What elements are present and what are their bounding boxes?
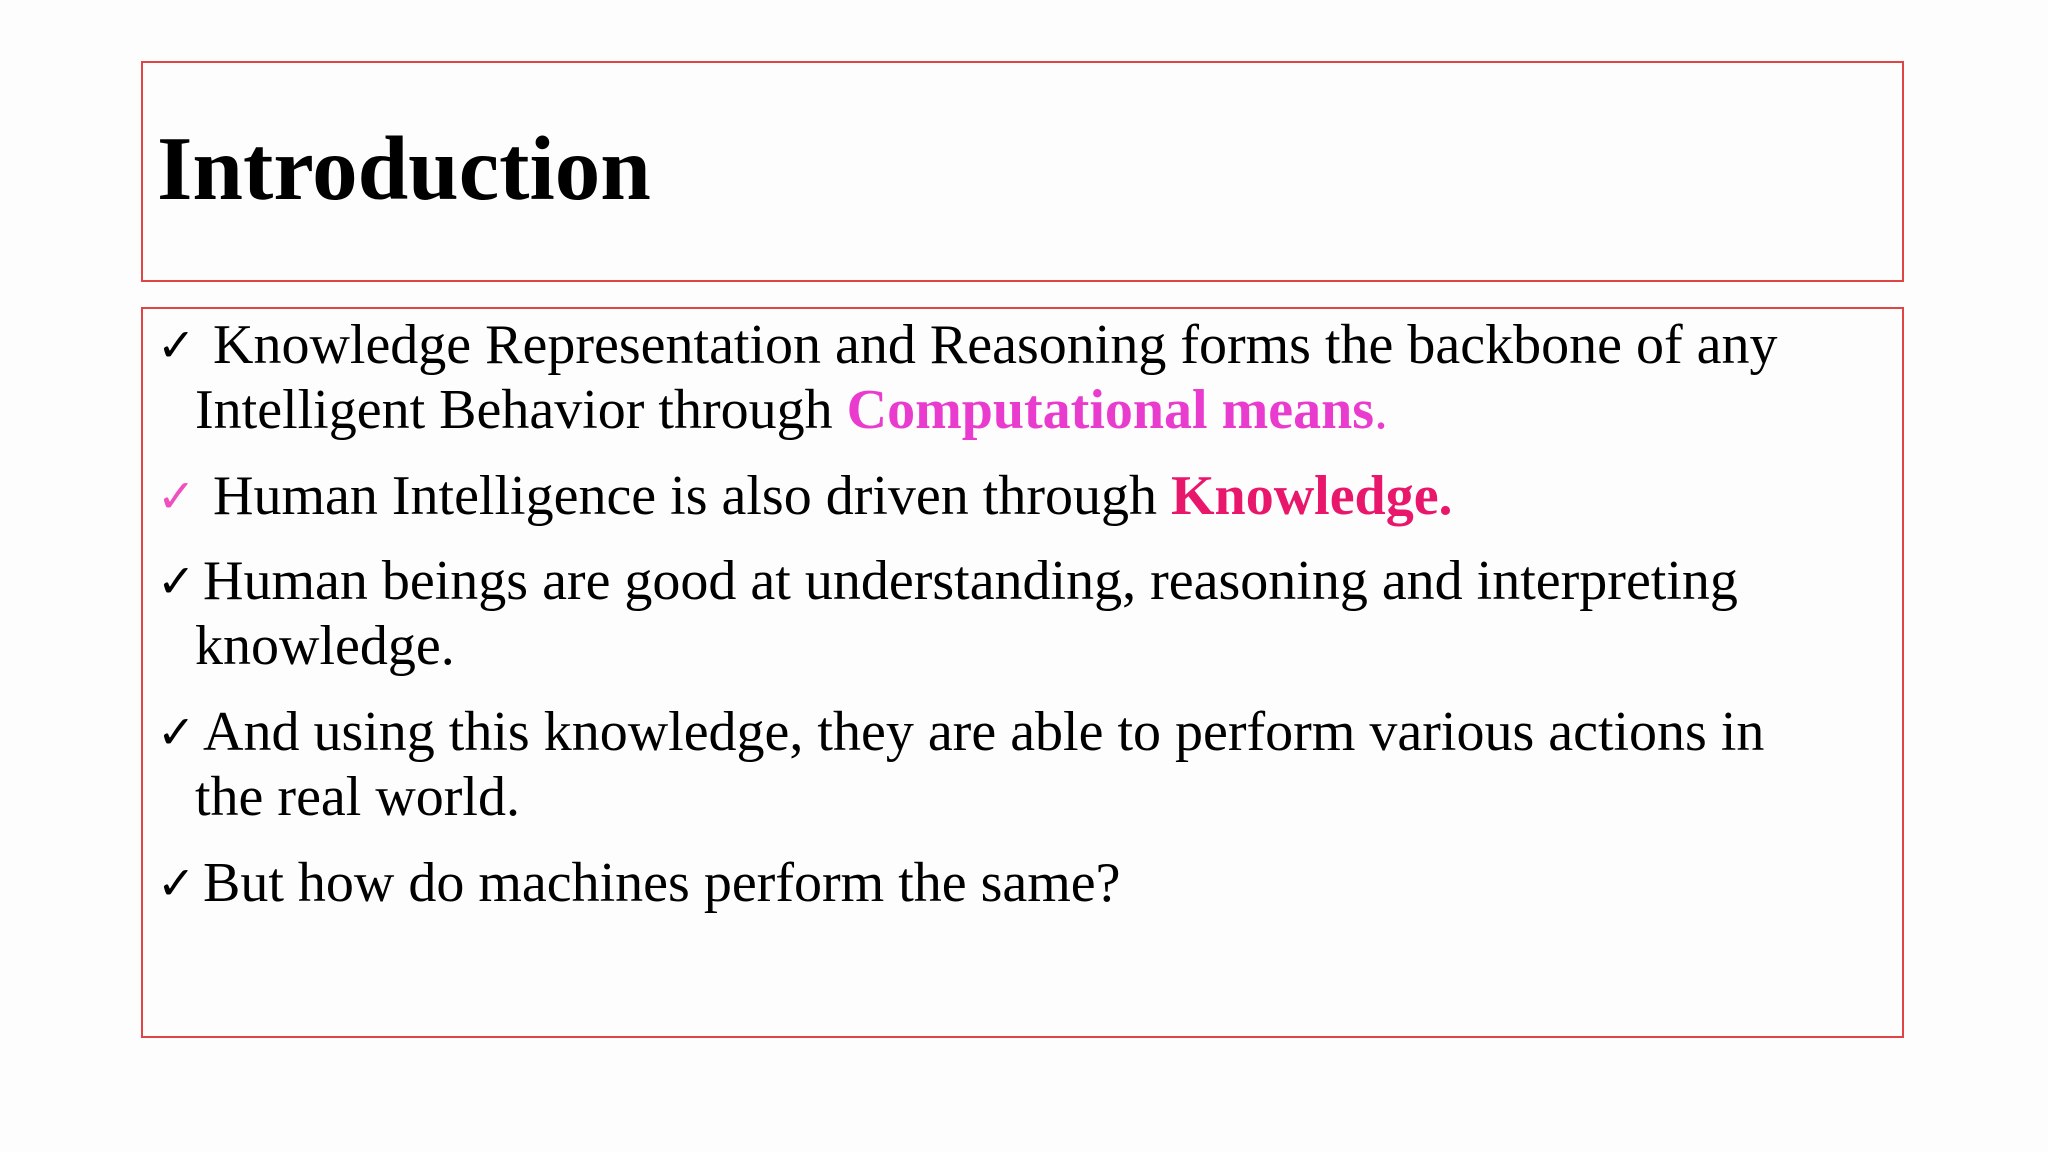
bullet-text-continued: knowledge. — [195, 615, 455, 677]
check-icon: ✓ — [157, 705, 196, 759]
highlight-text: Knowledge. — [1171, 465, 1453, 527]
bullet-item — [157, 549, 1902, 679]
bullet-text-line — [157, 464, 1902, 529]
bullet-text-continued — [157, 378, 1902, 443]
bullet-text: Knowledge Representation and Reasoning forms the backbone of any — [213, 314, 1778, 376]
bullet-text: Intelligent Behavior through — [195, 379, 847, 441]
slide-title: Introduction — [157, 118, 651, 219]
highlight-punctuation: . — [1374, 379, 1389, 441]
check-icon: ✓ — [157, 469, 196, 523]
highlight-text: Computational means — [846, 379, 1375, 441]
bullet-text-continued: the real world. — [195, 766, 520, 828]
bullet-item — [157, 464, 1902, 529]
content-placeholder — [141, 307, 1904, 1038]
bullet-text: But how do machines perform the same? — [203, 852, 1121, 914]
bullet-item — [157, 313, 1902, 443]
bullet-item — [157, 700, 1902, 830]
check-icon: ✓ — [157, 318, 196, 372]
check-icon: ✓ — [157, 856, 196, 910]
bullet-item — [157, 851, 1902, 916]
check-icon: ✓ — [157, 554, 196, 608]
bullet-text: Human beings are good at understanding, reasoning and interpreting — [203, 550, 1738, 612]
bullet-text: And using this knowledge, they are able to perform various actions in — [203, 701, 1765, 763]
bullet-text: Human Intelligence is also driven through — [213, 465, 1171, 527]
title-placeholder — [141, 61, 1904, 282]
